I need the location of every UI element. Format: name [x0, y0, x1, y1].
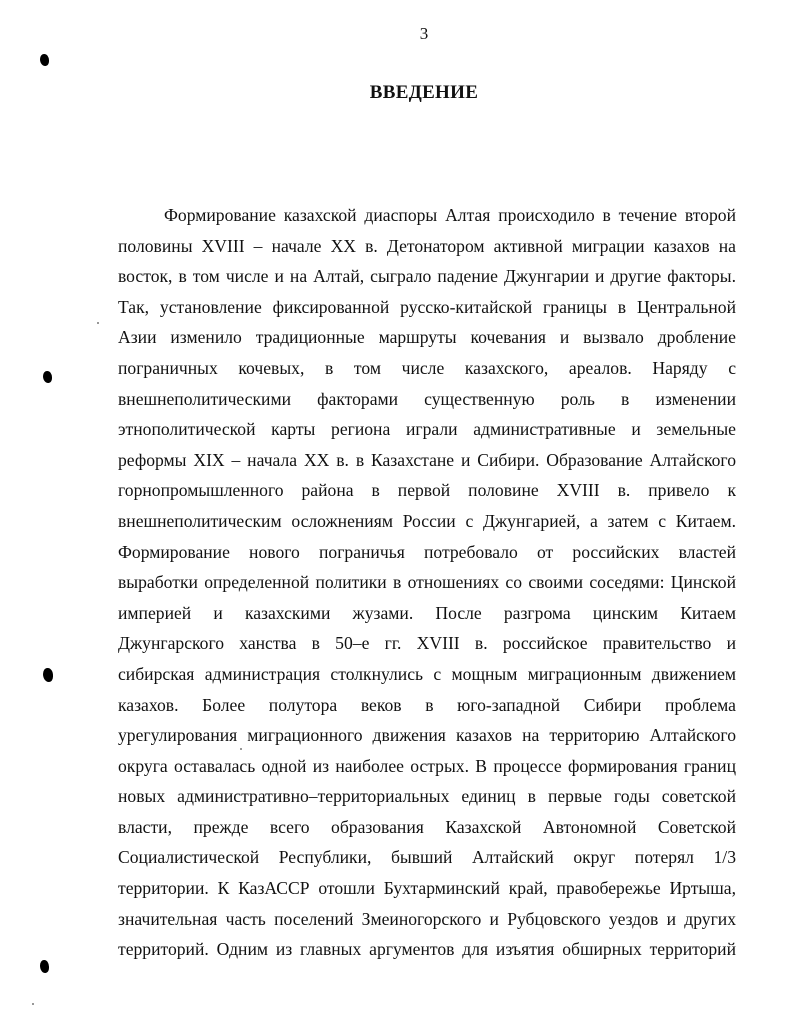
text-line: половины XVIII – начале XX в. Детонатором активной миграции казахов на [118, 235, 736, 256]
text-line: внешнеполитическими факторами существенную роль в изменении [118, 388, 736, 409]
text-line: выработки определенной политики в отношениях со своими соседями: Цинской [118, 572, 736, 593]
text-line: империей и казахскими жузами. После разгрома цинским Китаем [118, 602, 736, 623]
text-line: округа оставалась одной из наиболее острых. В процессе формирования границ [118, 755, 736, 776]
scan-speck [32, 1003, 34, 1005]
text-line: Джунгарского ханства в 50–е гг. XVIII в. российское правительство и [118, 633, 736, 654]
text-line: Социалистической Республики, бывший Алтайский округ потерял 1/3 [118, 847, 736, 868]
text-line: сибирская администрация столкнулись с мощным миграционным движением [118, 663, 736, 684]
text-line: урегулирования миграционного движения казахов на территорию Алтайского [118, 725, 736, 746]
text-line: горнопромышленного района в первой половине XVIII в. привело к [118, 480, 736, 501]
page-number: 3 [419, 24, 429, 43]
scan-speck [97, 322, 99, 324]
binding-hole-mark [43, 371, 52, 383]
text-line: реформы XIX – начала XX в. в Казахстане и Сибири. Образование Алтайского [118, 449, 736, 470]
text-line: Азии изменило традиционные маршруты кочевания и вызвало дробление [118, 327, 736, 348]
text-line: значительная часть поселений Змеиногорского и Рубцовского уездов и других [118, 908, 736, 929]
binding-hole-mark [43, 668, 53, 682]
text-line: власти, прежде всего образования Казахской Автономной Советской [118, 816, 736, 837]
text-line: Формирование нового пограничья потребовало от российских властей [118, 541, 736, 562]
body-paragraph [118, 200, 736, 965]
binding-hole-mark [40, 54, 49, 66]
text-line: внешнеполитическим осложнениям России с Джунгарией, а затем с Китаем. [118, 510, 736, 531]
text-line: казахов. Более полутора веков в юго-западной Сибири проблема [118, 694, 736, 715]
scan-speck [240, 748, 242, 750]
text-line: пограничных кочевых, в том числе казахского, ареалов. Наряду с [118, 357, 736, 378]
text-line: новых административно–территориальных единиц в первые годы советской [118, 786, 736, 807]
text-line: Так, установление фиксированной русско-китайской границы в Центральной [118, 296, 736, 317]
text-line: территории. К КазАССР отошли Бухтарминский край, правобережье Иртыша, [118, 878, 736, 899]
binding-hole-mark [40, 960, 49, 973]
text-line: восток, в том числе и на Алтай, сыграло падение Джунгарии и другие факторы. [118, 266, 736, 287]
text-line: этнополитической карты региона играли административные и земельные [118, 419, 736, 440]
text-line: Формирование казахской диаспоры Алтая происходило в течение второй [164, 205, 736, 225]
section-heading: ВВЕДЕНИЕ [369, 82, 479, 103]
text-line: территорий. Одним из главных аргументов для изъятия обширных территорий [118, 939, 736, 960]
